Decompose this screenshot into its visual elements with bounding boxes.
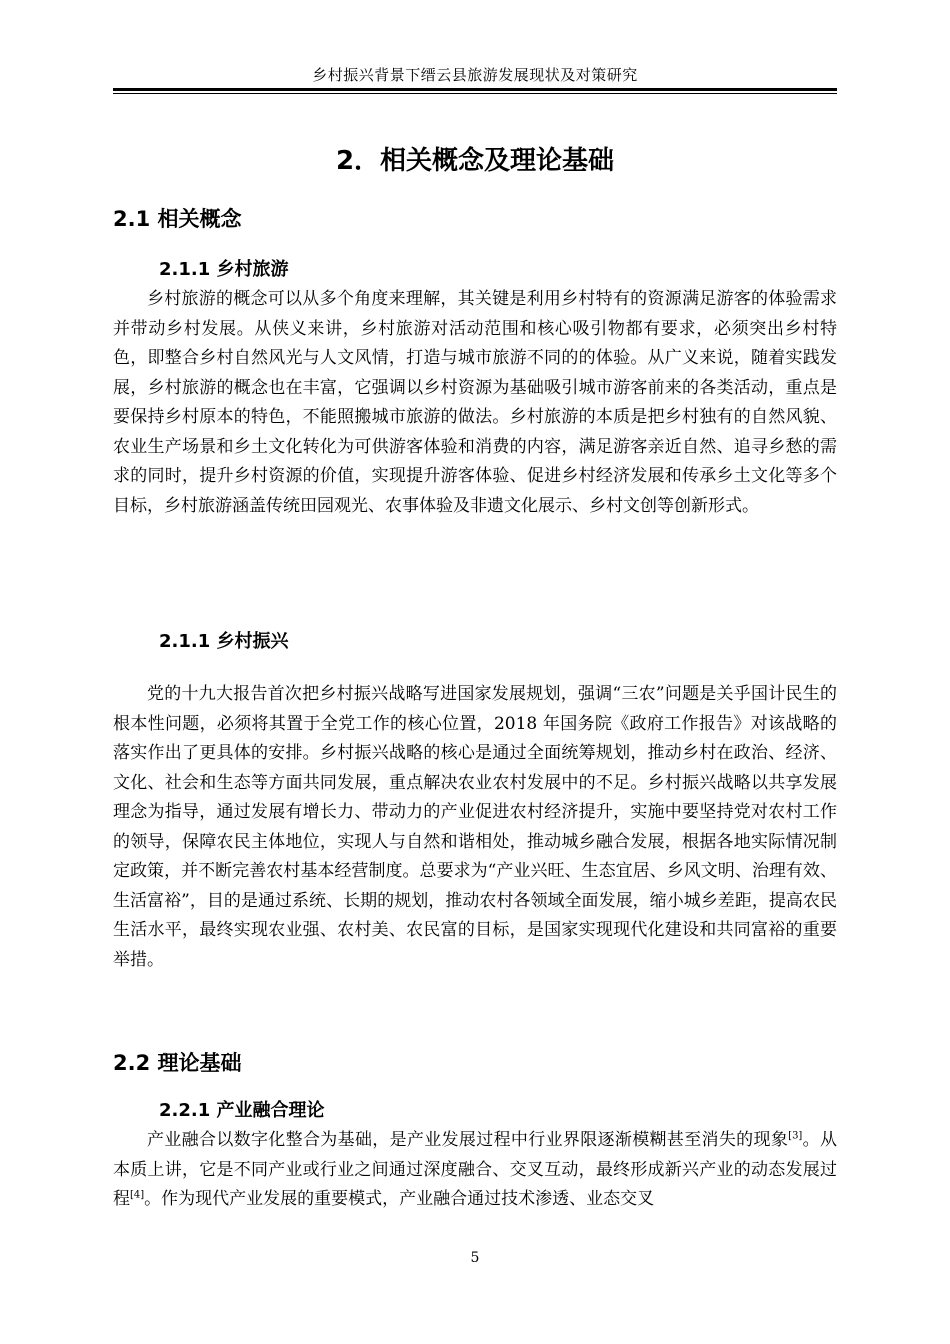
paragraph-industry-fusion bbox=[113, 1126, 837, 1215]
section-heading-2-2: 2.2 理论基础 bbox=[113, 1051, 242, 1075]
page-number: 5 bbox=[470, 1250, 480, 1266]
header-rule-thick bbox=[113, 88, 837, 91]
citation-4: [4] bbox=[130, 1189, 145, 1201]
section-heading-2-1: 2.1 相关概念 bbox=[113, 207, 242, 231]
citation-3: [3] bbox=[788, 1130, 803, 1142]
paragraph-industry-fusion-part-2: 。从本质上讲，它是不同产业或行业之间通过深度融合、交叉互动，最终形成新兴产业的动态发展过程 bbox=[113, 1130, 838, 1209]
chapter-title: 2．相关概念及理论基础 bbox=[335, 146, 615, 176]
subsection-heading-rural-tourism: 2.1.1 乡村旅游 bbox=[159, 259, 289, 280]
header-rule-thin bbox=[113, 93, 837, 94]
subsection-heading-rural-revitalization: 2.1.1 乡村振兴 bbox=[159, 631, 289, 652]
paragraph-industry-fusion-part-1: 产业融合以数字化整合为基础，是产业发展过程中行业界限逐渐模糊甚至消失的现象 bbox=[147, 1130, 789, 1150]
running-header-title: 乡村振兴背景下缙云县旅游发展现状及对策研究 bbox=[312, 66, 638, 84]
paragraph-industry-fusion-part-3: 。作为现代产业发展的重要模式，产业融合通过技术渗透、业态交叉 bbox=[144, 1189, 655, 1209]
subsection-heading-industry-fusion: 2.2.1 产业融合理论 bbox=[159, 1100, 325, 1121]
paragraph-rural-tourism: 乡村旅游的概念可以从多个角度来理解，其关键是利用乡村特有的资源满足游客的体验需求并带动乡村发展。从侠义来讲，乡村旅游对活动范围和核心吸引物都有要求，必须突出乡村特色，即整合乡村自然风光与人文风情，打造与城市旅游不同的的体验。从广义来说，随着实践发展，乡村旅游的概念也在丰富，它强调以乡村资源为基础吸引城市游客前来的各类活动，重点是要保持乡村原本的特色，不能照搬城市旅游的做法。乡村旅游的本质是把乡村独有的自然风貌、农业生产场景和乡土文化转化为可供游客体验和消费的内容，满足游客亲近自然、追寻乡愁的需求的同时，提升乡村资源的价值，实现提升游客体验、促进乡村经济发展和传承乡土文化等多个目标，乡村旅游涵盖传统田园观光、农事体验及非遗文化展示、乡村文创等创新形式。 bbox=[113, 289, 837, 516]
paragraph-rural-revitalization: 党的十九大报告首次把乡村振兴战略写进国家发展规划，强调“三农”问题是关乎国计民生的根本性问题，必须将其置于全党工作的核心位置，2018 年国务院《政府工作报告》对该战略的落实作出了更具体的安排。乡村振兴战略的核心是通过全面统筹规划，推动乡村在政治、经济、文化、社会和生态等方面共同发展，重点解决农业农村发展中的不足。乡村振兴战略以共享发展理念为指导，通过发展有增长力、带动力的产业促进农村经济提升，实施中要坚持党对农村工作的领导，保障农民主体地位，实现人与自然和谐相处，推动城乡融合发展，根据各地实际情况制定政策，并不断完善农村基本经营制度。总要求为“产业兴旺、生态宜居、乡风文明、治理有效、生活富裕”，目的是通过系统、长期的规划，推动农村各领域全面发展，缩小城乡差距，提高农民生活水平，最终实现农业强、农村美、农民富的目标，是国家实现现代化建设和共同富裕的重要举措。 bbox=[113, 684, 837, 970]
